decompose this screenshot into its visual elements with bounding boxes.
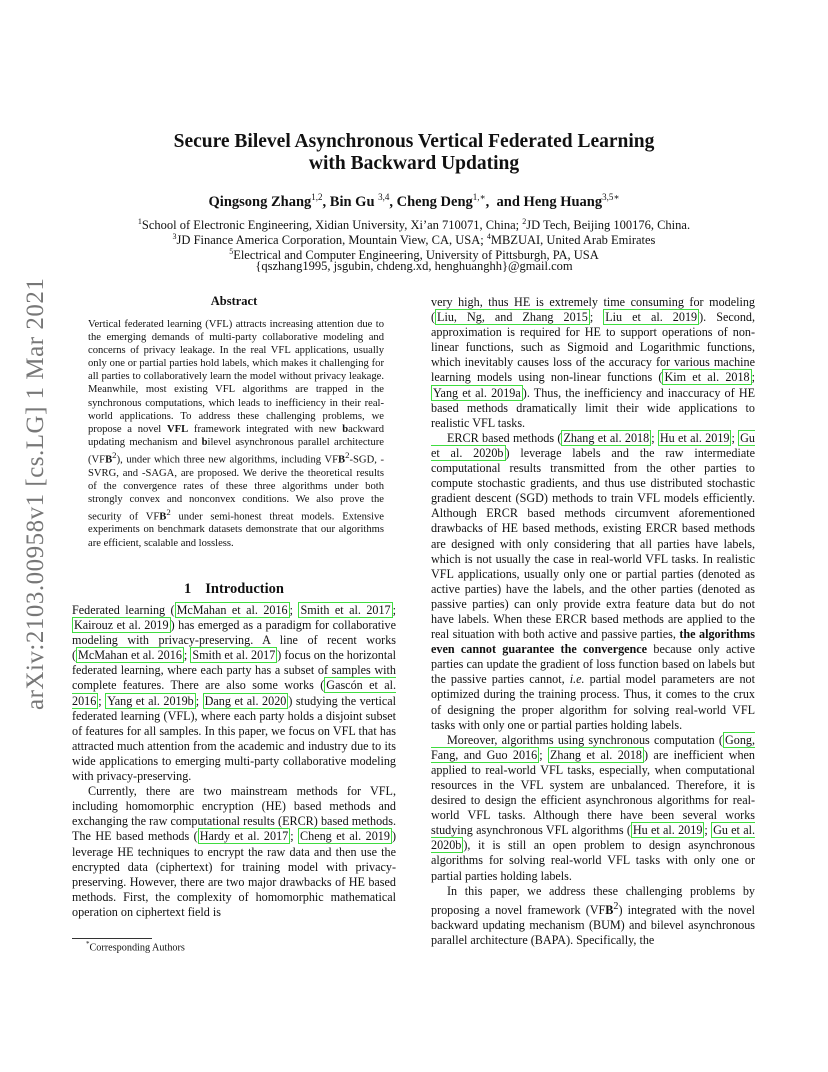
paragraph-text: ). Thus, the inefficiency and inaccuracy of HE based methods dramatically limit their wide applications to realistic VFL tasks. [431,385,756,430]
affil-mark: 3 [172,232,177,241]
author-affil-mark: 1,∗ [472,192,486,202]
arxiv-sidebar-stamp [22,277,56,710]
paragraph-text: ; [751,370,756,385]
abstract-bold: b [201,436,208,448]
affil-text: JD Tech, Beijing 100176, China. [526,218,691,233]
citation-link[interactable]: Hu et al. 2019 [632,823,703,838]
footnote-mark: * [86,940,90,948]
citation-link[interactable]: Gascón et al. 2016 [72,678,396,708]
paragraph [72,603,396,784]
citation-link[interactable]: Yang et al. 2019a [433,385,521,400]
citation-link[interactable]: Kim et al. 2018 [664,370,750,385]
affil-text: JD Finance America Corporation, Mountain View, CA, USA; [176,233,487,248]
author-affil-mark: 3,4 [378,192,390,202]
citation-link[interactable]: Hu et al. 2019 [659,430,730,445]
citation-link[interactable]: Cheng et al. 2019 [300,829,390,844]
paragraph-text: ; [589,310,604,325]
section-heading [72,581,396,598]
citation-link[interactable]: Dang et al. 2020 [204,693,287,708]
right-column [431,295,755,948]
section-title: Introduction [205,581,284,597]
citation-link[interactable]: Smith et al. 2017 [192,648,276,663]
paragraph-text: ) are inefficient when applied to real-world VFL tasks, especially, when computational resources in the VFL system are unbalanced. Therefore, it is desired to design the efficient asynchronous algorithms for real-world VFL tasks. Although there have been several works studying asynchronous VFL algorithms ( [431,747,755,838]
emphasis-text: B [605,902,614,917]
paragraph-text: very high, thus HE is extremely time consuming for modeling ( [431,295,755,325]
paragraph-text: Currently, there are two mainstream methods for VFL, including homomorphic encryption (HE) based methods and exchanging the raw computational results (ERCR) based methods. The HE based methods ( [72,784,396,844]
abstract-text: under semi-honest threat models. Extensive experiments on benchmark datasets demonstrate that our algorithms are efficient, scalable and lossless. [88,511,384,549]
paragraph-text: ; [731,430,739,445]
paragraph-text: ). Second, approximation is required for HE to support operations of non-linear functions, such as Sigmoid and Logarithmic functions, which inevitably causes loss of the accuracy for various machine learning models using non-linear functions ( [431,310,755,385]
paragraph-text: ) studying the vertical federated learning (VFL), where each party holds a disjoint subset of features for all samples. In this paper, we focus on VFL that has attracted much attention from the academic and industry due to its wide applications to emerging multi-party collaborative modeling with privacy-preserving. [72,693,396,784]
section-number: 1 [184,581,192,597]
citation-link[interactable]: Zhang et al. 2018 [563,430,650,445]
abstract-bold: B [338,454,346,466]
citation-link[interactable]: McMahan et al. 2016 [78,648,182,663]
intro-left-column [72,603,396,920]
paragraph [431,733,755,884]
abstract-text: Vertical federated learning (VFL) attracts increasing attention due to the emerging demands of multi-party collaborative modeling and concerns of privacy leakage. In the real VFL applications, usually only one or partial parties hold labels, which makes it challenging for all parties to collaboratively learn the model without privacy leakage. Meanwhile, most existing VFL algorithms are trapped in the synchronous computations, which leads to inefficiency in their real-world applications. To address these challenging problems, we propose a novel [88,319,384,435]
paper-title-line-2: with Backward Updating [308,153,520,174]
paragraph-text: ; [539,747,548,762]
citation-link[interactable]: Liu et al. 2019 [605,310,698,325]
paragraph-text: Moreover, algorithms using synchronous computation ( [447,732,723,747]
citation-link[interactable]: Zhang et al. 2018 [549,747,642,762]
paragraph [72,784,396,920]
citation-link[interactable]: Gu et al. 2020b [431,823,755,853]
affil-mark: 2 [522,217,527,226]
abstract-sup: 2 [112,449,117,460]
citation-link[interactable]: Liu, Ng, and Zhang 2015 [437,310,588,325]
paragraph-text: ; [195,693,203,708]
abstract-bold: B [159,511,167,523]
footnote [86,940,185,953]
author-name: Qingsong Zhang [208,193,312,210]
affil-text: MBZUAI, United Arab Emirates [490,233,656,248]
abstract-sup: 2 [345,449,350,460]
paragraph-text: ) leverage labels and the raw intermediate computational results transmitted from the other parties to compute stochastic gradients, and thus use distributed stochastic gradient descent (SGD) methods to train VFL models efficiently. Although ERCR based methods circumvent aforementioned drawbacks of HE based methods, existing ERCR based methods are designed with only considering that all parties have labels, which is not usually the case in real-world VFL tasks. In realistic VFL applications, usually only one or partial parties (denoted as active parties) have the labels, and the other parties (denoted as passive parties) can only provide extra feature data but do not have labels. When these ERCR based methods are applied to the real situation with both active and passive parties, [431,445,756,642]
paragraph-text: ) integrated with the novel backward updating mechanism (BUM) and bilevel asynchronous parallel architecture (BAPA). Specifically, the [431,902,755,947]
footnote-rule [72,938,152,939]
paragraph-text: ) has emerged as a paradigm for collaborative modeling with privacy-preserving. A line of recent works ( [72,618,396,663]
abstract-bold: B [105,454,113,466]
abstract-text: ), under which three new algorithms, including VF [116,454,339,466]
arxiv-id: arXiv:2103.00958v1 [cs.LG] 1 Mar 2021 [22,277,49,710]
citation-link[interactable]: Yang et al. 2019b [107,693,194,708]
citation-link[interactable]: McMahan et al. 2016 [176,603,288,617]
author-affil-mark: 1,2 [311,192,323,202]
author-list: Qingsong Zhang$^{1,2}$, Bin Gu $^{3,4}$, Cheng Deng$^{1,∗}$, and Heng Huang$^{3,5∗}$ [208,192,620,210]
abstract-body [88,318,384,550]
author-emails: {qszhang1995, jsgubin, chdeng.xd, henghuanghh}@gmail.com [255,259,573,273]
paragraph-text: ) focus on the horizontal federated learning, where each party has a subset of samples with complete features. There are also some works ( [72,648,396,693]
affil-text: School of Electronic Engineering, Xidian University, Xi’an 710071, China; [141,218,523,233]
paragraph-text: ; [290,829,299,844]
abstract-bold: VFL [167,423,189,435]
paragraph-text: ERCR based methods ( [447,430,562,445]
affil-mark: 1 [137,217,142,226]
abstract-text: ilevel asynchronous parallel architecture (VF [88,436,385,466]
paragraph-text: ), it is still an open problem to design asynchronous algorithms for solving real-world VFL tasks with only one or partial parties holding labels. [431,838,755,883]
affil-mark: 4 [486,232,491,241]
paragraph-text: ; [704,823,712,838]
abstract-heading: Abstract [210,294,258,308]
italic-text: i.e. [569,672,585,687]
paragraph-text: Federated learning ( [72,603,175,617]
abstract-text: ackward updating mechanism and [88,423,384,448]
abstract-bold: b [342,423,349,435]
abstract-sup: 2 [166,506,171,517]
paragraph [431,431,755,733]
citation-link[interactable]: Hardy et al. 2017 [199,829,289,844]
paragraph-text: ; [183,648,191,663]
footnote-text: Corresponding Authors [89,942,185,954]
paragraph [431,295,755,431]
affil-mark: 5 [229,247,234,256]
paper-title-line-1: Secure Bilevel Asynchronous Vertical Federated Learning [173,131,655,152]
paragraph-text: partial model parameters are not optimized during the training process. Thus, it comes to the crux of designing the proper algorithm for solving real-world VFL tasks with only one or partial parties holding labels. [431,672,755,732]
author-name: Heng Huang [523,193,603,210]
citation-link[interactable]: Kairouz et al. 2019 [74,618,169,633]
paragraph-text: In this paper, we address these challenging problems by proposing a novel framework (VF [431,883,755,917]
citation-link[interactable]: Gong, Fang, and Guo 2016 [431,732,755,762]
superscript: 2 [613,900,619,912]
abstract-text: framework integrated with new [188,423,343,435]
emphasis-text: the algorithms even cannot guarantee the convergence [431,627,755,657]
paragraph-text: ) leverage HE techniques to encrypt the raw data and then use the encrypted data (ciphertext) for training model with privacy-preserving. However, there are two major drawbacks of HE based methods. First, the complexity of homomorphic mathematical operation on ciphertext field is [72,829,396,919]
citation-link[interactable]: Smith et al. 2017 [300,603,391,617]
paragraph-text: because only active parties can update the gradient of loss function based on labels but the passive parties cannot, [431,642,755,687]
affil-text: Electrical and Computer Engineering, University of Pittsburgh, PA, USA [233,248,599,263]
citation-link[interactable]: Gu et al. 2020b [431,430,755,460]
author-affil-mark: 3,5∗ [602,192,620,202]
abstract-text: -SGD, -SVRG, and -SAGA, are proposed. We derive the theoretical results of the convergence rates of these three algorithms under both strongly convex and nonconvex conditions. We also prove the security of VF [88,454,384,523]
author-name: Bin Gu [329,193,375,210]
author-name: Cheng Deng [396,193,473,210]
paragraph [431,884,755,948]
paragraph-text: ; [98,693,106,708]
paragraph-text: ; [289,603,299,617]
paragraph-run [431,430,755,641]
paragraph-text: ; [392,603,396,617]
paragraph-text: ; [651,430,658,445]
